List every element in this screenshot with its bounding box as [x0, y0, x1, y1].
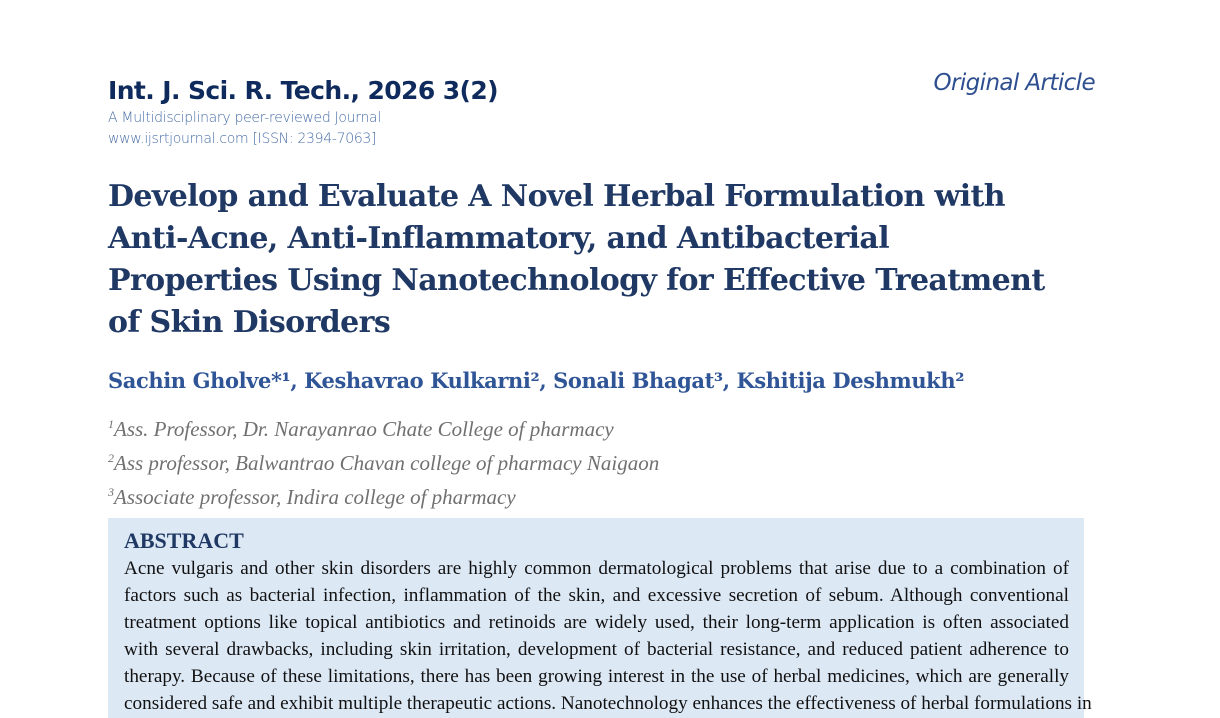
author-name: Sonali Bhagat — [553, 368, 714, 393]
affiliation — [108, 478, 659, 512]
journal-website: www.ijsrtjournal.com [ISSN: 2394-7063] — [108, 131, 377, 147]
author-separator: , — [290, 368, 305, 393]
author-separator: , — [722, 368, 737, 393]
affiliation — [108, 410, 659, 444]
journal-subtitle: A Multidisciplinary peer-reviewed Journal — [108, 110, 381, 126]
affiliation-number: 3 — [108, 485, 114, 499]
author-name: Keshavrao Kulkarni — [304, 368, 531, 393]
abstract-heading: ABSTRACT — [124, 528, 244, 553]
title-line: Properties Using Nanotechnology for Effective Treatment — [108, 263, 1045, 298]
affiliation-number: 2 — [108, 451, 114, 465]
affiliation-text: Ass professor, Balwantrao Chavan college of pharmacy Naigaon — [114, 451, 660, 475]
abstract-line: factors such as bacterial infection, inflammation of the skin, and excessive secretion of sebum. Although conventional — [124, 585, 1069, 606]
author-name: Kshitija Deshmukh — [736, 368, 956, 393]
author-list — [108, 368, 964, 393]
author-separator: , — [539, 368, 554, 393]
author-mark: ³ — [713, 368, 723, 393]
abstract-body — [124, 555, 1092, 717]
abstract-line: considered safe and exhibit multiple therapeutic actions. Nanotechnology enhances the effectiveness of herbal formulations in — [124, 693, 1092, 714]
article-type-label: Original Article — [933, 70, 1095, 96]
abstract-box — [108, 518, 1092, 718]
title-line: Anti-Acne, Anti-Inflammatory, and Antibacterial — [108, 221, 890, 256]
abstract-line: with several drawbacks, including skin irritation, development of bacterial resistance, and reduced patient adherence to — [124, 639, 1069, 660]
title-line: Develop and Evaluate A Novel Herbal Formulation with — [108, 179, 1005, 214]
author-mark: ² — [530, 368, 540, 393]
author-mark: *¹ — [270, 368, 291, 393]
affiliation-text: Ass. Professor, Dr. Narayanrao Chate College of pharmacy — [114, 417, 614, 441]
author-name: Sachin Gholve — [108, 368, 271, 393]
title-line: of Skin Disorders — [108, 305, 391, 340]
affiliation-list — [108, 410, 659, 512]
affiliation — [108, 444, 659, 478]
abstract-line: therapy. Because of these limitations, there has been growing interest in the use of herbal medicines, which are generally — [124, 666, 1069, 687]
journal-header — [108, 74, 498, 150]
author-mark: ² — [955, 368, 965, 393]
journal-title: Int. J. Sci. R. Tech., 2026 3(2) — [108, 76, 498, 105]
affiliation-text: Associate professor, Indira college of pharmacy — [114, 485, 516, 509]
paper-title — [108, 176, 1098, 344]
abstract-line: Acne vulgaris and other skin disorders are highly common dermatological problems that arise due to a combination of — [124, 558, 1069, 579]
affiliation-number: 1 — [108, 417, 114, 431]
abstract-line: treatment options like topical antibiotics and retinoids are widely used, their long-term application is often associated — [124, 612, 1069, 633]
